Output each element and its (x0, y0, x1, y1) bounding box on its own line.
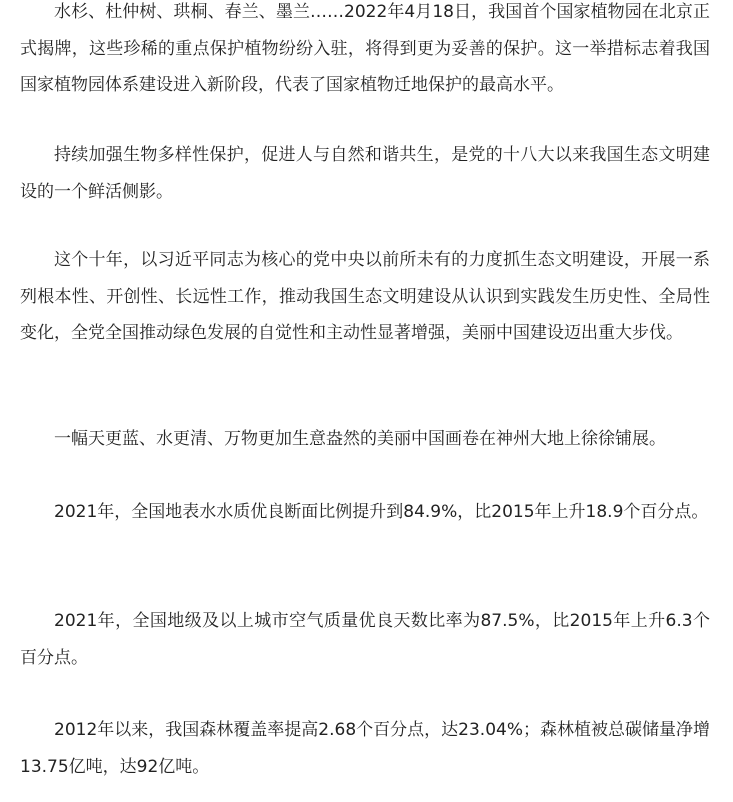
paragraph-biodiversity: 持续加强生物多样性保护，促进人与自然和谐共生，是党的十八大以来我国生态文明建设的一个鲜活侧影。 (20, 145, 710, 202)
paragraph-decade: 这个十年，以习近平同志为核心的党中央以前所未有的力度抓生态文明建设，开展一系列根本性、开创性、长远性工作，推动我国生态文明建设从认识到实践发生历史性、全局性变化，全党全国推动绿色发展的自觉性和主动性显著增强，美丽中国建设迈出重大步伐。 (20, 250, 710, 343)
paragraph-beautiful-china: 一幅天更蓝、水更清、万物更加生意盎然的美丽中国画卷在神州大地上徐徐铺展。 (54, 429, 666, 449)
paragraph-air-quality: 2021年，全国地级及以上城市空气质量优良天数比率为87.5%，比2015年上升6.3个百分点。 (20, 611, 710, 668)
paragraph-forest-coverage: 2012年以来，我国森林覆盖率提高2.68个百分点，达23.04%；森林植被总碳储量净增13.75亿吨，达92亿吨。 (20, 720, 710, 777)
paragraph-botanical-garden: 水杉、杜仲树、珙桐、春兰、墨兰……2022年4月18日，我国首个国家植物园在北京正式揭牌，这些珍稀的重点保护植物纷纷入驻，将得到更为妥善的保护。这一举措标志着我国国家植物园体系建设进入新阶段，代表了国家植物迁地保护的最高水平。 (20, 2, 710, 95)
paragraph-water-quality: 2021年，全国地表水水质优良断面比例提升到84.9%，比2015年上升18.9个百分点。 (54, 502, 709, 522)
